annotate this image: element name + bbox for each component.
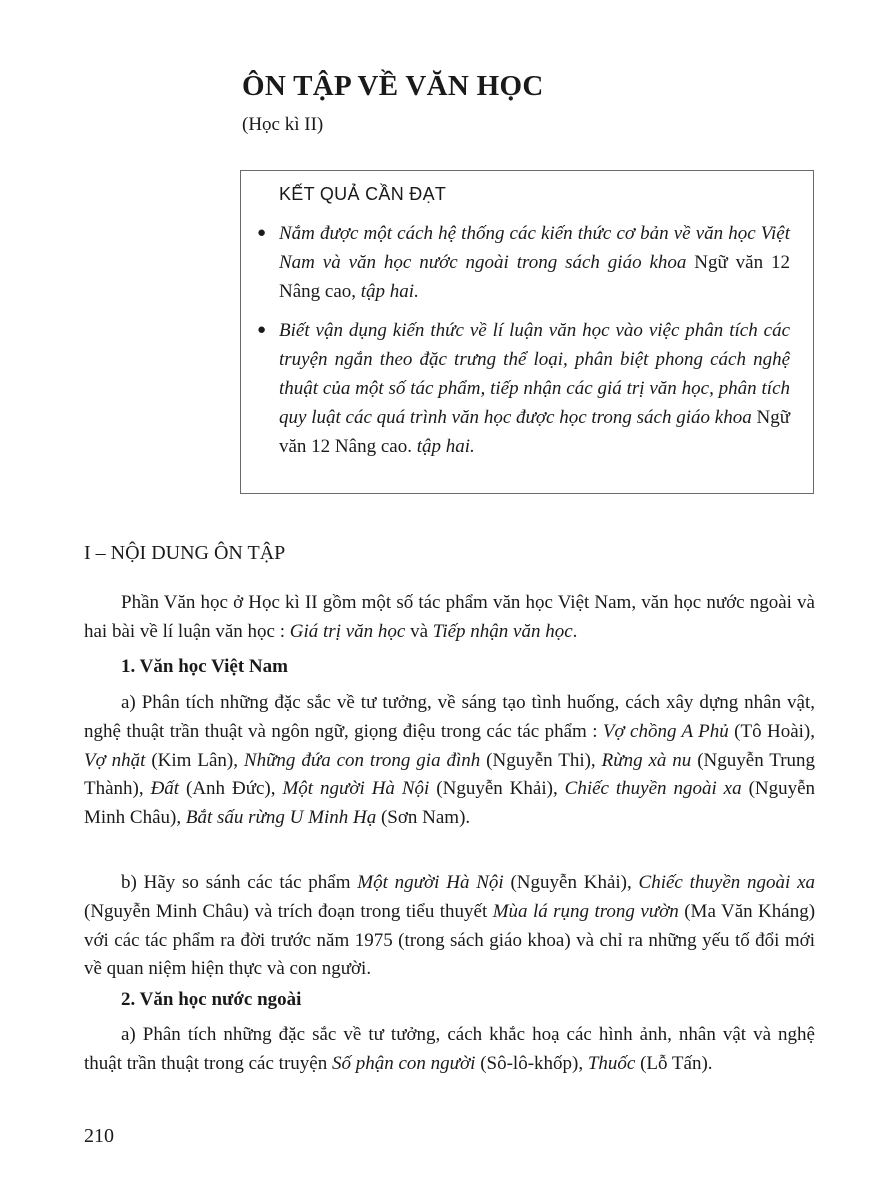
goal-text: tập hai.	[360, 281, 419, 302]
work-title: Giá trị văn học	[289, 620, 406, 642]
text: b) Hãy so sánh các tác phẩm	[121, 872, 351, 893]
text: (Ma Văn Kháng) với các tác phẩm ra đời trước năm 1975 (trong sách giáo khoa) và chỉ ra những yếu tố đổi mới về quan niệm hiện thực và con người.	[84, 900, 816, 980]
learning-goals-box	[240, 170, 814, 494]
author: (Anh Đức),	[186, 778, 276, 800]
author: (Tô Hoài),	[734, 720, 816, 742]
author: (Sơn Nam).	[380, 807, 471, 829]
work-title: Một người Hà Nội	[282, 778, 430, 800]
paragraph-2a	[84, 1021, 815, 1079]
bullet-icon: ●	[257, 322, 267, 338]
subheading-foreign-literature: 2. Văn học nước ngoài	[121, 989, 302, 1010]
goal-text: Nắm được một cách hệ thống các kiến thức cơ bản về văn học Việt Nam và văn học nước ngoài trong sách giáo khoa	[279, 223, 790, 273]
author: (Nguyễn Khải),	[510, 872, 632, 893]
goal-item-1	[257, 219, 791, 306]
book-title: Ngữ văn 12 Nâng cao.	[279, 407, 790, 457]
text: a) Phân tích những đặc sắc về tư tưởng, về sáng tạo tình huống, cách xây dựng nhân vật, nghệ thuật trần thuật và ngôn ngữ, giọng điệu trong các tác phẩm :	[84, 692, 815, 742]
work-title: Đất	[150, 778, 180, 800]
work-title: Một người Hà Nội	[357, 872, 504, 893]
goal-item-2	[257, 316, 790, 461]
work-title: Thuốc	[587, 1052, 636, 1074]
bullet-icon: ●	[257, 225, 267, 241]
goals-heading: KẾT QUẢ CẦN ĐẠT	[279, 184, 447, 204]
work-title: Chiếc thuyền ngoài xa	[564, 778, 742, 800]
text: và	[410, 620, 429, 642]
goal-text: tập hai.	[416, 436, 475, 457]
goal-text: Biết vận dụng kiến thức về lí luận văn học vào việc phân tích các truyện ngắn theo đặc trưng thể loại, phân biệt phong cách nghệ thuật của một số tác phẩm, tiếp nhận các giá trị văn học, phân tích quy luật các quá trình văn học được học trong sách giáo khoa	[279, 320, 790, 428]
text: Phần Văn học ở Học kì II gồm một số tác phẩm văn học Việt Nam, văn học nước ngoài và hai bài về lí luận văn học :	[84, 592, 815, 642]
author: (Nguyễn Khải),	[436, 778, 558, 800]
author: (Nguyễn Trung Thành),	[84, 749, 816, 800]
author: (Nguyễn Minh Châu),	[84, 778, 816, 829]
work-title: Vợ nhặt	[84, 749, 146, 771]
paragraph-1b	[84, 869, 815, 984]
author: (Sô-lô-khốp),	[480, 1052, 584, 1074]
page-title: ÔN TẬP VỀ VĂN HỌC	[242, 70, 544, 102]
work-title: Chiếc thuyền ngoài xa	[638, 872, 816, 893]
subheading-vietnamese-literature: 1. Văn học Việt Nam	[121, 656, 288, 677]
text: (Nguyễn Minh Châu) và trích đoạn trong tiểu thuyết	[84, 900, 488, 922]
work-title: Mùa lá rụng trong vườn	[492, 900, 679, 922]
work-title: Tiếp nhận văn học	[432, 620, 573, 642]
work-title: Rừng xà nu	[601, 749, 692, 771]
intro-paragraph	[84, 589, 815, 647]
section-heading: I – NỘI DUNG ÔN TẬP	[84, 542, 286, 564]
paragraph-1a	[84, 689, 815, 833]
author: (Lỗ Tấn).	[640, 1052, 713, 1074]
work-title: Số phận con người	[331, 1052, 476, 1074]
author: (Nguyễn Thi),	[486, 749, 596, 771]
work-title: Bắt sấu rừng U Minh Hạ	[185, 807, 377, 829]
author: (Kim Lân),	[151, 749, 238, 771]
book-title: Ngữ văn 12 Nâng cao,	[279, 252, 791, 302]
work-title: Những đứa con trong gia đình	[243, 749, 481, 771]
text: .	[572, 620, 578, 642]
page-subtitle: (Học kì II)	[242, 114, 324, 135]
work-title: Vợ chồng A Phủ	[602, 720, 729, 742]
text: a) Phân tích những đặc sắc về tư tưởng, cách khắc hoạ các hình ảnh, nhân vật và nghệ thuật trần thuật trong các truyện	[84, 1024, 815, 1074]
page-number: 210	[84, 1125, 114, 1147]
